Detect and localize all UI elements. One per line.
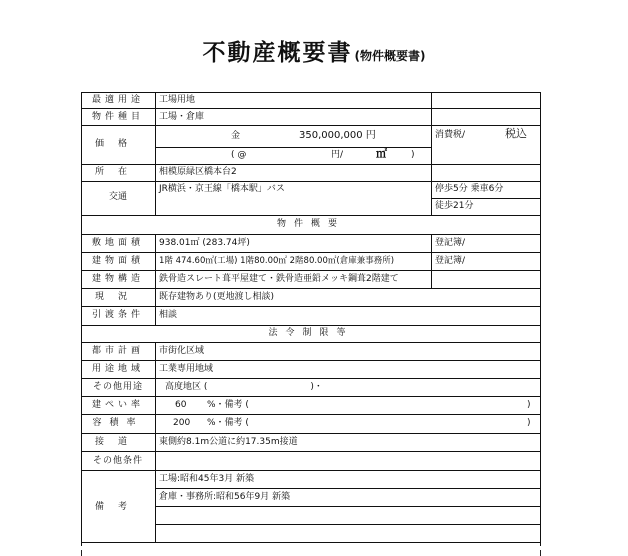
value-other-use: 高度地区 ( )・ bbox=[165, 382, 323, 392]
value-handover: 相談 bbox=[159, 310, 178, 320]
label-price: 価格 bbox=[94, 139, 141, 149]
value-structure: 鉄骨造スレート葺平屋建て・鉄骨造亜鉛メッキ鋼葺2階建て bbox=[159, 274, 399, 284]
label-use: 最適用途 bbox=[91, 95, 144, 105]
value-city-plan: 市街化区域 bbox=[159, 346, 205, 356]
value-price: 350,000,000 円 bbox=[299, 130, 376, 141]
value-use: 工場用地 bbox=[159, 95, 196, 105]
far-note-close: ) bbox=[527, 418, 531, 428]
value-address: 相模原緑区橋本台2 bbox=[159, 167, 237, 177]
page-edge-mark bbox=[540, 550, 541, 556]
value-far: 200 bbox=[173, 418, 191, 428]
label-city-plan: 都市計画 bbox=[91, 346, 144, 356]
title-main: 不動産概要書 bbox=[202, 39, 353, 66]
coverage-note-close: ) bbox=[527, 400, 531, 410]
label-land-area: 敷地面積 bbox=[91, 238, 144, 248]
value-road: 東側約8.1m公道に約17.35m接道 bbox=[159, 437, 298, 447]
label-transport: 交通 bbox=[108, 192, 127, 202]
label-coverage: 建ぺい率 bbox=[91, 400, 144, 410]
document-title bbox=[0, 34, 628, 67]
label-kind: 物件種目 bbox=[91, 112, 144, 122]
label-address: 所在 bbox=[94, 167, 141, 177]
tax-value: 税込 bbox=[505, 127, 527, 140]
unit-price-close: ) bbox=[411, 150, 415, 160]
section-property: 物件概要 bbox=[276, 219, 345, 229]
unit-price-m2: ㎡ bbox=[376, 147, 387, 160]
label-far: 容積率 bbox=[92, 418, 144, 428]
label-remarks: 備考 bbox=[94, 502, 141, 512]
remark-factory: 工場:昭和45年3月 新築 bbox=[159, 474, 255, 484]
page-edge-mark bbox=[81, 550, 82, 556]
value-status: 既存建物あり(更地渡し相談) bbox=[159, 292, 275, 302]
value-building-area: 1階 474.60㎡(工場) 1階80.00㎡ 2階80.00㎡(倉庫兼事務所) bbox=[159, 256, 395, 266]
remark-warehouse: 倉庫・事務所:昭和56年9月 新築 bbox=[159, 492, 291, 502]
value-land-area: 938.01㎡ (283.74坪) bbox=[159, 238, 250, 248]
value-land-registry: 登記簿/ bbox=[435, 238, 466, 248]
label-handover: 引渡条件 bbox=[91, 310, 144, 320]
title-sub: (物件概要書) bbox=[354, 49, 426, 63]
unit-price-open: ( @ bbox=[231, 150, 247, 160]
far-note: %・備考 ( bbox=[207, 418, 249, 428]
value-coverage: 60 bbox=[175, 400, 187, 410]
tax-label: 消費税/ bbox=[435, 130, 466, 140]
unit-price-yen: 円/ bbox=[331, 150, 344, 160]
label-other-conditions: その他条件 bbox=[92, 456, 143, 466]
property-summary-sheet bbox=[81, 92, 541, 546]
label-structure: 建物構造 bbox=[91, 274, 144, 284]
coverage-note: %・備考 ( bbox=[207, 400, 249, 410]
value-building-registry: 登記簿/ bbox=[435, 256, 466, 266]
value-kind: 工場・倉庫 bbox=[159, 112, 205, 122]
label-other-use: その他用途 bbox=[92, 382, 143, 392]
value-transport-line: JR横浜・京王線「橋本駅」バス bbox=[159, 184, 285, 194]
label-status: 現況 bbox=[94, 292, 141, 302]
label-zoning: 用途地域 bbox=[91, 364, 144, 374]
label-building-area: 建物面積 bbox=[91, 256, 144, 266]
value-transport-walk: 徒歩21分 bbox=[435, 201, 474, 211]
section-law: 法令制限等 bbox=[268, 328, 354, 338]
value-zoning: 工業専用地域 bbox=[159, 364, 214, 374]
value-transport-stop: 停歩5分 乗車6分 bbox=[435, 184, 504, 194]
label-road: 接道 bbox=[94, 437, 141, 447]
price-prefix: 金 bbox=[231, 131, 241, 141]
